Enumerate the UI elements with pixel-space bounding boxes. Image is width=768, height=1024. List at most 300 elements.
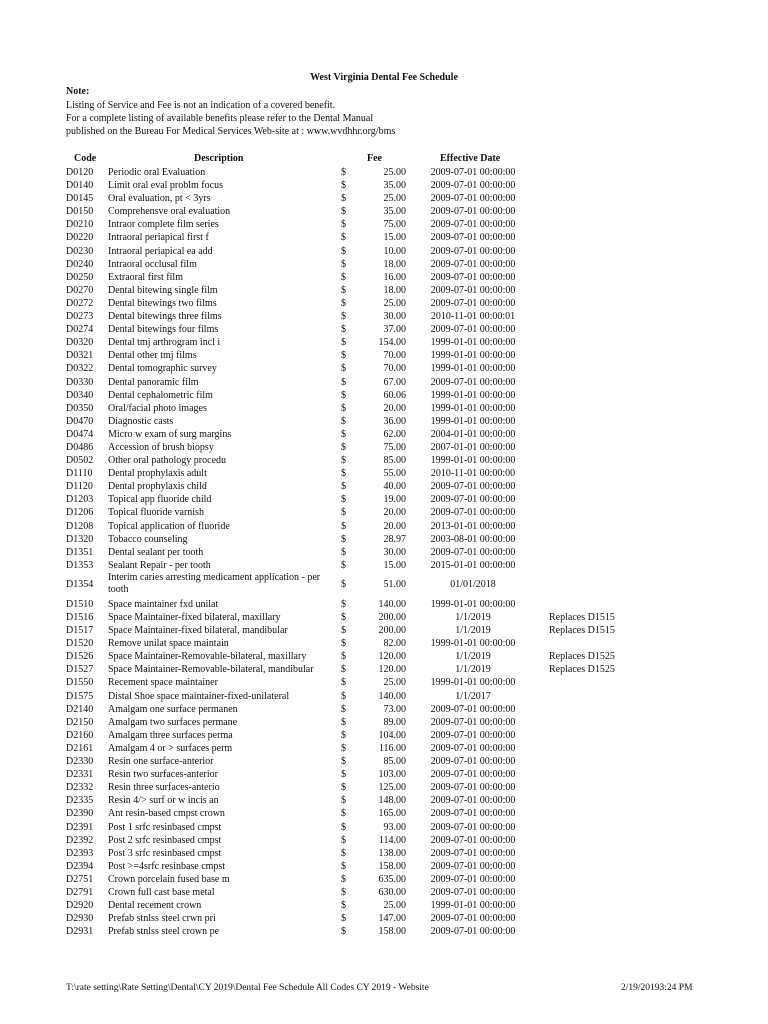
- fee-cell: 120.00: [378, 651, 406, 663]
- fee-cell: 138.00: [378, 847, 406, 859]
- effective-date-cell: 1/1/2019: [455, 625, 491, 637]
- code-cell: D2160: [66, 729, 94, 741]
- fee-cell: 89.00: [383, 716, 406, 728]
- effective-date-cell: 2009-07-01 00:00:00: [430, 376, 516, 388]
- fee-cell: 35.00: [383, 180, 406, 192]
- code-cell: D0321: [66, 350, 94, 362]
- description-cell: Dental tomographic survey: [108, 363, 217, 375]
- table-row: [0, 402, 768, 415]
- table-row: [0, 284, 768, 297]
- code-cell: D0220: [66, 232, 94, 244]
- description-cell: Prefab stnlss steel crown pe: [108, 926, 220, 938]
- dollar-sign-cell: $: [341, 690, 346, 702]
- fee-cell: 28.97: [383, 533, 406, 545]
- effective-date-cell: 2015-01-01 00:00:00: [430, 559, 516, 571]
- code-cell: D2331: [66, 769, 94, 781]
- table-row: [0, 886, 768, 899]
- fee-cell: 25.00: [383, 193, 406, 205]
- fee-cell: 70.00: [383, 350, 406, 362]
- dollar-sign-cell: $: [341, 533, 346, 545]
- code-cell: D1575: [66, 690, 94, 702]
- dollar-sign-cell: $: [341, 546, 346, 558]
- effective-date-cell: 2009-07-01 00:00:00: [430, 546, 516, 558]
- dollar-sign-cell: $: [341, 664, 346, 676]
- dollar-sign-cell: $: [341, 180, 346, 192]
- dollar-sign-cell: $: [341, 284, 346, 296]
- effective-date-cell: 2009-07-01 00:00:00: [430, 847, 516, 859]
- fee-cell: 25.00: [383, 677, 406, 689]
- code-cell: D0120: [66, 167, 94, 178]
- fee-cell: 103.00: [378, 769, 406, 781]
- effective-date-cell: 2009-07-01 00:00:00: [430, 219, 516, 231]
- description-cell: Remove unilat space maintain: [108, 638, 229, 650]
- effective-date-cell: 2009-07-01 00:00:00: [430, 769, 516, 781]
- dollar-sign-cell: $: [341, 651, 346, 663]
- table-row: [0, 716, 768, 729]
- code-cell: D0322: [66, 363, 94, 375]
- fee-cell: 158.00: [378, 860, 406, 872]
- fee-cell: 19.00: [383, 494, 406, 506]
- fee-cell: 35.00: [383, 206, 406, 218]
- effective-date-cell: 2009-07-01 00:00:00: [430, 742, 516, 754]
- effective-date-cell: 2009-07-01 00:00:00: [430, 821, 516, 833]
- effective-date-cell: 2009-07-01 00:00:00: [430, 180, 516, 192]
- description-cell: Post 1 srfc resinbased cmpst: [108, 821, 222, 833]
- code-cell: D0272: [66, 297, 94, 309]
- note-line: published on the Bureau For Medical Services Web-site at : www.wvdhhr.org/bms: [66, 126, 396, 137]
- code-cell: D0145: [66, 193, 94, 205]
- fee-cell: 20.00: [383, 507, 406, 519]
- effective-date-cell: 2009-07-01 00:00:00: [430, 729, 516, 741]
- fee-cell: 62.00: [383, 428, 406, 440]
- description-cell: Accession of brush biopsy: [108, 441, 214, 453]
- note-line: Listing of Service and Fee is not an indication of a covered benefit.: [66, 100, 336, 111]
- effective-date-cell: 2009-07-01 00:00:00: [430, 494, 516, 506]
- code-cell: D1208: [66, 520, 94, 532]
- effective-date-cell: 2009-07-01 00:00:00: [430, 782, 516, 794]
- code-cell: D2392: [66, 834, 94, 846]
- table-row: [0, 768, 768, 781]
- table-row: [0, 192, 768, 205]
- table-row: [0, 611, 768, 624]
- fee-cell: 67.00: [383, 376, 406, 388]
- description-cell: Ant resin-based cmpst crown: [108, 808, 225, 820]
- description-cell: Dental tmj arthrogram incl i: [108, 337, 221, 349]
- description-cell: Resin one surface-anterior: [108, 756, 214, 768]
- description-cell: Amalgam three surfaces perma: [108, 729, 233, 741]
- description-cell: Comprehensve oral evaluation: [108, 206, 231, 218]
- description-cell: Dental prophylaxis child: [108, 481, 207, 493]
- fee-cell: 25.00: [383, 900, 406, 912]
- effective-date-cell: 2010-11-01 00:00:00: [430, 468, 516, 480]
- code-cell: D0140: [66, 180, 94, 192]
- description-cell: Dental sealant per tooth: [108, 546, 204, 558]
- effective-date-cell: 1999-01-01 00:00:00: [430, 677, 516, 689]
- description-cell: Crown porcelain fused base m: [108, 873, 230, 885]
- description-cell: Post 3 srfc resinbased cmpst: [108, 847, 222, 859]
- code-cell: D2393: [66, 847, 94, 859]
- table-row: [0, 860, 768, 873]
- fee-cell: 55.00: [383, 468, 406, 480]
- fee-cell: 60.06: [383, 389, 406, 401]
- table-row: [0, 533, 768, 546]
- fee-cell: 165.00: [378, 808, 406, 820]
- table-row: [0, 506, 768, 519]
- effective-date-cell: 2009-07-01 00:00:00: [430, 258, 516, 270]
- footer-file-path: T:\rate setting\Rate Setting\Dental\CY 2019\Dental Fee Schedule All Codes CY 2019 - Website: [66, 983, 429, 993]
- dollar-sign-cell: $: [341, 520, 346, 532]
- code-cell: D2391: [66, 821, 94, 833]
- code-cell: D2930: [66, 913, 94, 925]
- fee-cell: 116.00: [378, 742, 406, 754]
- column-header-description: Description: [194, 153, 244, 164]
- dollar-sign-cell: $: [341, 337, 346, 349]
- dollar-sign-cell: $: [341, 402, 346, 414]
- effective-date-cell: 2009-07-01 00:00:00: [430, 913, 516, 925]
- description-cell: Space maintainer fxd unilat: [108, 598, 219, 610]
- code-cell: D0340: [66, 389, 94, 401]
- code-cell: D2150: [66, 716, 94, 728]
- table-row: [0, 821, 768, 834]
- dollar-sign-cell: $: [341, 193, 346, 205]
- table-row: [0, 245, 768, 258]
- table-row: [0, 925, 768, 938]
- table-row: [0, 690, 768, 703]
- table-row: [0, 323, 768, 336]
- code-cell: D0250: [66, 271, 94, 283]
- effective-date-cell: 2009-07-01 00:00:00: [430, 834, 516, 846]
- description-cell: Crown full cast base metal: [108, 886, 215, 898]
- description-cell: Oral/facial photo images: [108, 402, 207, 414]
- fee-cell: 25.00: [383, 167, 406, 178]
- effective-date-cell: 1999-01-01 00:00:00: [430, 363, 516, 375]
- fee-cell: 200.00: [378, 612, 406, 623]
- description-cell: Amalgam one surface permanen: [108, 703, 238, 715]
- dollar-sign-cell: $: [341, 638, 346, 650]
- effective-date-cell: 2009-07-01 00:00:00: [430, 193, 516, 205]
- fee-cell: 140.00: [378, 598, 406, 610]
- dollar-sign-cell: $: [341, 900, 346, 912]
- table-row: [0, 598, 768, 611]
- dollar-sign-cell: $: [341, 441, 346, 453]
- fee-cell: 114.00: [378, 834, 406, 846]
- effective-date-cell: 2009-07-01 00:00:00: [430, 297, 516, 309]
- effective-date-cell: 1999-01-01 00:00:00: [430, 455, 516, 467]
- dollar-sign-cell: $: [341, 821, 346, 833]
- table-row: [0, 729, 768, 742]
- dollar-sign-cell: $: [341, 559, 346, 571]
- description-cell: Dental other tmj films: [108, 350, 197, 362]
- effective-date-cell: 2004-01-01 00:00:00: [430, 428, 516, 440]
- dollar-sign-cell: $: [341, 860, 346, 872]
- fee-cell: 70.00: [383, 363, 406, 375]
- effective-date-cell: 2009-07-01 00:00:00: [430, 271, 516, 283]
- dollar-sign-cell: $: [341, 271, 346, 283]
- fee-table: [0, 166, 768, 938]
- dollar-sign-cell: $: [341, 913, 346, 925]
- description-cell: Interim caries arresting medicament application - per tooth: [108, 571, 321, 596]
- table-row: [0, 663, 768, 676]
- fee-cell: 20.00: [383, 402, 406, 414]
- effective-date-cell: 2009-07-01 00:00:00: [430, 703, 516, 715]
- note-label: Note:: [66, 86, 90, 97]
- table-row: [0, 218, 768, 231]
- table-row: [0, 297, 768, 310]
- fee-cell: 125.00: [378, 782, 406, 794]
- code-cell: D2920: [66, 900, 94, 912]
- table-row: [0, 742, 768, 755]
- effective-date-cell: 01/01/2018: [450, 578, 496, 590]
- dollar-sign-cell: $: [341, 389, 346, 401]
- table-row: [0, 546, 768, 559]
- table-row: [0, 428, 768, 441]
- code-cell: D0210: [66, 219, 94, 231]
- code-cell: D1527: [66, 664, 94, 676]
- effective-date-cell: 1999-01-01 00:00:00: [430, 402, 516, 414]
- code-cell: D2931: [66, 926, 94, 938]
- code-cell: D1354: [66, 578, 94, 590]
- table-row: [0, 834, 768, 847]
- dollar-sign-cell: $: [341, 625, 346, 637]
- table-row: [0, 415, 768, 428]
- replacement-note-cell: Replaces D1515: [549, 612, 615, 623]
- table-row: [0, 349, 768, 362]
- fee-cell: 73.00: [383, 703, 406, 715]
- description-cell: Dental recement crown: [108, 900, 202, 912]
- effective-date-cell: 1999-01-01 00:00:00: [430, 900, 516, 912]
- code-cell: D2335: [66, 795, 94, 807]
- fee-cell: 40.00: [383, 481, 406, 493]
- effective-date-cell: 2009-07-01 00:00:00: [430, 481, 516, 493]
- fee-cell: 93.00: [383, 821, 406, 833]
- fee-cell: 30.00: [383, 311, 406, 323]
- code-cell: D2161: [66, 742, 94, 754]
- table-row: [0, 807, 768, 820]
- effective-date-cell: 2009-07-01 00:00:00: [430, 167, 516, 178]
- dollar-sign-cell: $: [341, 245, 346, 257]
- fee-cell: 18.00: [383, 284, 406, 296]
- table-row: [0, 362, 768, 375]
- code-cell: D0330: [66, 376, 94, 388]
- code-cell: D0320: [66, 337, 94, 349]
- dollar-sign-cell: $: [341, 769, 346, 781]
- code-cell: D2791: [66, 886, 94, 898]
- fee-cell: 20.00: [383, 520, 406, 532]
- effective-date-cell: 2009-07-01 00:00:00: [430, 206, 516, 218]
- table-row: [0, 467, 768, 480]
- effective-date-cell: 2009-07-01 00:00:00: [430, 860, 516, 872]
- description-cell: Post 2 srfc resinbased cmpst: [108, 834, 222, 846]
- column-header-fee: Fee: [367, 153, 382, 164]
- code-cell: D0273: [66, 311, 94, 323]
- dollar-sign-cell: $: [341, 167, 346, 178]
- code-cell: D1351: [66, 546, 94, 558]
- dollar-sign-cell: $: [341, 926, 346, 938]
- dollar-sign-cell: $: [341, 677, 346, 689]
- table-row: [0, 912, 768, 925]
- table-row: [0, 559, 768, 572]
- code-cell: D2330: [66, 756, 94, 768]
- code-cell: D2394: [66, 860, 94, 872]
- table-row: [0, 205, 768, 218]
- fee-cell: 51.00: [383, 578, 406, 590]
- code-cell: D1120: [66, 481, 93, 493]
- table-row: [0, 480, 768, 493]
- effective-date-cell: 1999-01-01 00:00:00: [430, 337, 516, 349]
- dollar-sign-cell: $: [341, 808, 346, 820]
- table-row: [0, 376, 768, 389]
- dollar-sign-cell: $: [341, 756, 346, 768]
- table-row: [0, 676, 768, 689]
- description-cell: Oral evaluation, pt < 3yrs: [108, 193, 211, 205]
- code-cell: D0474: [66, 428, 94, 440]
- code-cell: D1550: [66, 677, 94, 689]
- description-cell: Topical application of fluoride: [108, 520, 230, 532]
- description-cell: Resin three surfaces-anterio: [108, 782, 220, 794]
- description-cell: Topical app fluoride child: [108, 494, 212, 506]
- dollar-sign-cell: $: [341, 834, 346, 846]
- description-cell: Post >=4srfc resinbase cmpst: [108, 860, 226, 872]
- effective-date-cell: 2009-07-01 00:00:00: [430, 808, 516, 820]
- fee-cell: 37.00: [383, 324, 406, 336]
- table-row: [0, 336, 768, 349]
- effective-date-cell: 1999-01-01 00:00:00: [430, 350, 516, 362]
- table-row: [0, 781, 768, 794]
- fee-cell: 140.00: [378, 690, 406, 702]
- column-header-effective-date: Effective Date: [440, 153, 501, 164]
- effective-date-cell: 2009-07-01 00:00:00: [430, 756, 516, 768]
- dollar-sign-cell: $: [341, 468, 346, 480]
- fee-cell: 104.00: [378, 729, 406, 741]
- code-cell: D1510: [66, 598, 94, 610]
- fee-cell: 200.00: [378, 625, 406, 637]
- dollar-sign-cell: $: [341, 578, 346, 590]
- code-cell: D0230: [66, 245, 94, 257]
- fee-cell: 147.00: [378, 913, 406, 925]
- effective-date-cell: 1/1/2019: [455, 651, 491, 663]
- code-cell: D0150: [66, 206, 94, 218]
- dollar-sign-cell: $: [341, 428, 346, 440]
- fee-cell: 148.00: [378, 795, 406, 807]
- fee-cell: 85.00: [383, 756, 406, 768]
- dollar-sign-cell: $: [341, 258, 346, 270]
- description-cell: Dental panoramic film: [108, 376, 199, 388]
- column-header-code: Code: [74, 153, 97, 164]
- fee-cell: 75.00: [383, 441, 406, 453]
- effective-date-cell: 1999-01-01 00:00:00: [430, 389, 516, 401]
- code-cell: D1526: [66, 651, 94, 663]
- dollar-sign-cell: $: [341, 795, 346, 807]
- dollar-sign-cell: $: [341, 481, 346, 493]
- dollar-sign-cell: $: [341, 886, 346, 898]
- dollar-sign-cell: $: [341, 612, 346, 623]
- description-cell: Amalgam two surfaces permane: [108, 716, 238, 728]
- description-cell: Space Maintainer-Removable-bilateral, maxillary: [108, 651, 307, 663]
- description-cell: Space Maintainer-fixed bilateral, mandibular: [108, 625, 288, 637]
- code-cell: D1353: [66, 559, 94, 571]
- code-cell: D1206: [66, 507, 94, 519]
- effective-date-cell: 2009-07-01 00:00:00: [430, 324, 516, 336]
- description-cell: Resin 4/> surf or w incis an: [108, 795, 219, 807]
- code-cell: D2140: [66, 703, 94, 715]
- effective-date-cell: 2009-07-01 00:00:00: [430, 795, 516, 807]
- table-row: [0, 441, 768, 454]
- note-line: For a complete listing of available benefits please refer to the Dental Manual: [66, 113, 374, 124]
- effective-date-cell: 2009-07-01 00:00:00: [430, 507, 516, 519]
- dollar-sign-cell: $: [341, 729, 346, 741]
- code-cell: D0350: [66, 402, 94, 414]
- replacement-note-cell: Replaces D1515: [549, 625, 615, 637]
- replacement-note-cell: Replaces D1525: [549, 664, 615, 676]
- dollar-sign-cell: $: [341, 847, 346, 859]
- description-cell: Amalgam 4 or > surfaces perm: [108, 742, 233, 754]
- effective-date-cell: 2009-07-01 00:00:00: [430, 873, 516, 885]
- code-cell: D1517: [66, 625, 94, 637]
- description-cell: Space Maintainer-fixed bilateral, maxillary: [108, 612, 281, 623]
- code-cell: D2390: [66, 808, 94, 820]
- effective-date-cell: 2009-07-01 00:00:00: [430, 232, 516, 244]
- code-cell: D1110: [66, 468, 93, 480]
- table-row: [0, 258, 768, 271]
- dollar-sign-cell: $: [341, 507, 346, 519]
- code-cell: D0274: [66, 324, 94, 336]
- dollar-sign-cell: $: [341, 742, 346, 754]
- description-cell: Topical fluoride varnish: [108, 507, 204, 519]
- code-cell: D0240: [66, 258, 94, 270]
- effective-date-cell: 1999-01-01 00:00:00: [430, 598, 516, 610]
- dollar-sign-cell: $: [341, 455, 346, 467]
- dollar-sign-cell: $: [341, 494, 346, 506]
- code-cell: D0502: [66, 455, 94, 467]
- description-cell: Resin two surfaces-anterior: [108, 769, 218, 781]
- description-cell: Dental bitewing single film: [108, 284, 218, 296]
- fee-cell: 10.00: [383, 245, 406, 257]
- table-row: [0, 847, 768, 860]
- table-row: [0, 899, 768, 912]
- description-cell: Diagnostic casts: [108, 415, 174, 427]
- effective-date-cell: 1/1/2017: [455, 690, 491, 702]
- effective-date-cell: 1/1/2019: [455, 664, 491, 676]
- table-row: [0, 873, 768, 886]
- table-row: [0, 572, 768, 598]
- dollar-sign-cell: $: [341, 219, 346, 231]
- description-cell: Extraoral first film: [108, 271, 183, 283]
- table-row: [0, 166, 768, 179]
- effective-date-cell: 2010-11-01 00:00:01: [430, 311, 516, 323]
- effective-date-cell: 2007-01-01 00:00:00: [430, 441, 516, 453]
- effective-date-cell: 1/1/2019: [455, 612, 491, 623]
- description-cell: Intraoral occlusal film: [108, 258, 197, 270]
- dollar-sign-cell: $: [341, 873, 346, 885]
- fee-cell: 36.00: [383, 415, 406, 427]
- table-row: [0, 650, 768, 663]
- dollar-sign-cell: $: [341, 324, 346, 336]
- description-cell: Prefab stnlss steel crwn pri: [108, 913, 216, 925]
- table-row: [0, 454, 768, 467]
- description-cell: Dental prophylaxis adult: [108, 468, 207, 480]
- fee-cell: 18.00: [383, 258, 406, 270]
- fee-cell: 15.00: [383, 559, 406, 571]
- effective-date-cell: 1999-01-01 00:00:00: [430, 415, 516, 427]
- code-cell: D0470: [66, 415, 94, 427]
- description-cell: Intraoral periapical first f: [108, 232, 209, 244]
- description-cell: Limit oral eval problm focus: [108, 180, 223, 192]
- effective-date-cell: 2009-07-01 00:00:00: [430, 926, 516, 938]
- description-cell: Dental cephalometric film: [108, 389, 213, 401]
- fee-cell: 85.00: [383, 455, 406, 467]
- table-row: [0, 755, 768, 768]
- effective-date-cell: 2009-07-01 00:00:00: [430, 886, 516, 898]
